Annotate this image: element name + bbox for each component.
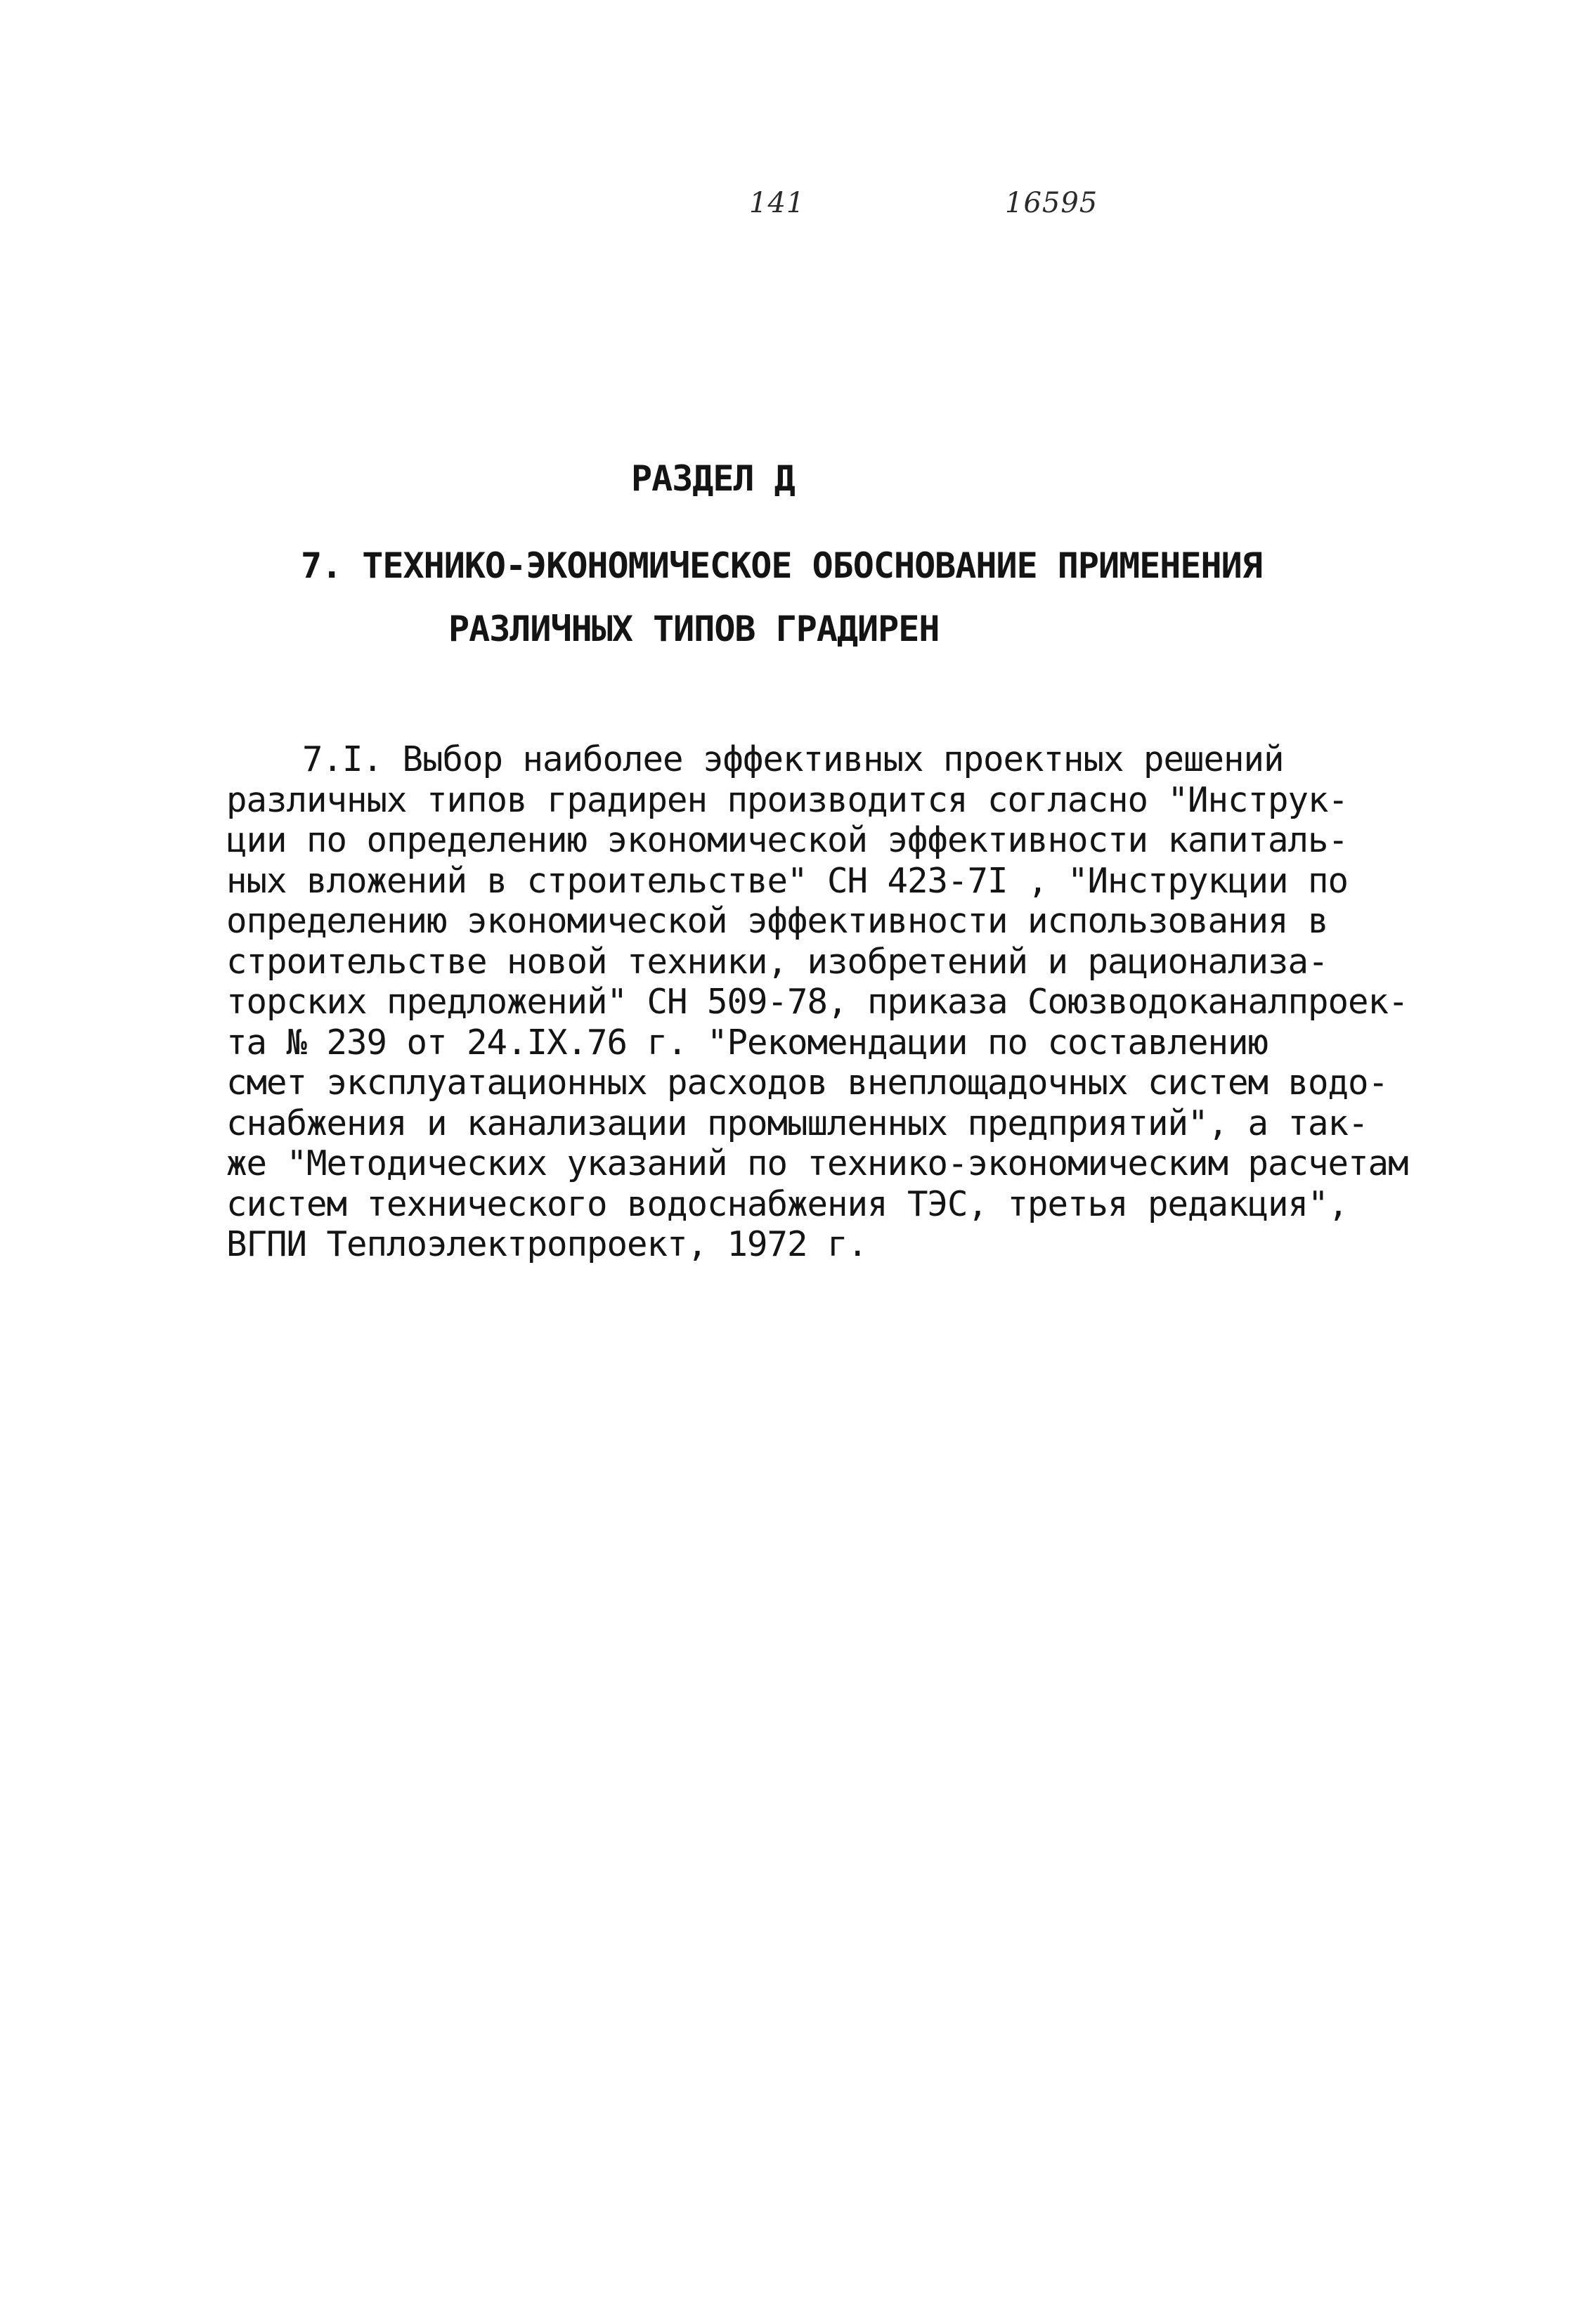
paragraph-line: строительстве новой техники, изобретений и рационализа- xyxy=(226,941,1328,982)
paragraph-line: же "Методических указаний по технико-экономическим расчетам xyxy=(226,1143,1408,1183)
paragraph-line: 7.I. Выбор наиболее эффективных проектных решений xyxy=(302,739,1284,779)
paragraph-7-1 xyxy=(226,739,1435,1265)
paragraph-line: систем технического водоснабжения ТЭС, третья редакция", xyxy=(226,1183,1349,1224)
paragraph-line: различных типов градирен производится согласно "Инструк- xyxy=(226,779,1349,820)
section-label: РАЗДЕЛ Д xyxy=(631,458,795,499)
paragraph-line: смет эксплуатационных расходов внеплощадочных систем водо- xyxy=(226,1063,1389,1103)
chapter-title-line-2: РАЗЛИЧНЫХ ТИПОВ ГРАДИРЕН xyxy=(448,609,940,649)
paragraph-line: та № 239 от 24.IX.76 г. "Рекомендации по составлению xyxy=(226,1022,1268,1063)
paragraph-line: снабжения и канализации промышленных предприятий", а так- xyxy=(226,1103,1368,1143)
chapter-title-line-1: 7. ТЕХНИКО-ЭКОНОМИЧЕСКОЕ ОБОСНОВАНИЕ ПРИМЕНЕНИЯ xyxy=(301,545,1262,586)
paragraph-line: определению экономической эффективности использования в xyxy=(226,901,1328,941)
paragraph-line: ции по определению экономической эффективности капиталь- xyxy=(226,820,1349,860)
paragraph-line: ВГПИ Теплоэлектропроект, 1972 г. xyxy=(226,1224,868,1264)
registration-number: 16595 xyxy=(1005,187,1098,219)
page-number: 141 xyxy=(749,187,805,219)
paragraph-line: торских предложений" СН 509-78, приказа Союзводоканалпроек- xyxy=(226,982,1408,1022)
paragraph-line: ных вложений в строительстве" СН 423-7I , "Инструкции по xyxy=(226,860,1349,901)
